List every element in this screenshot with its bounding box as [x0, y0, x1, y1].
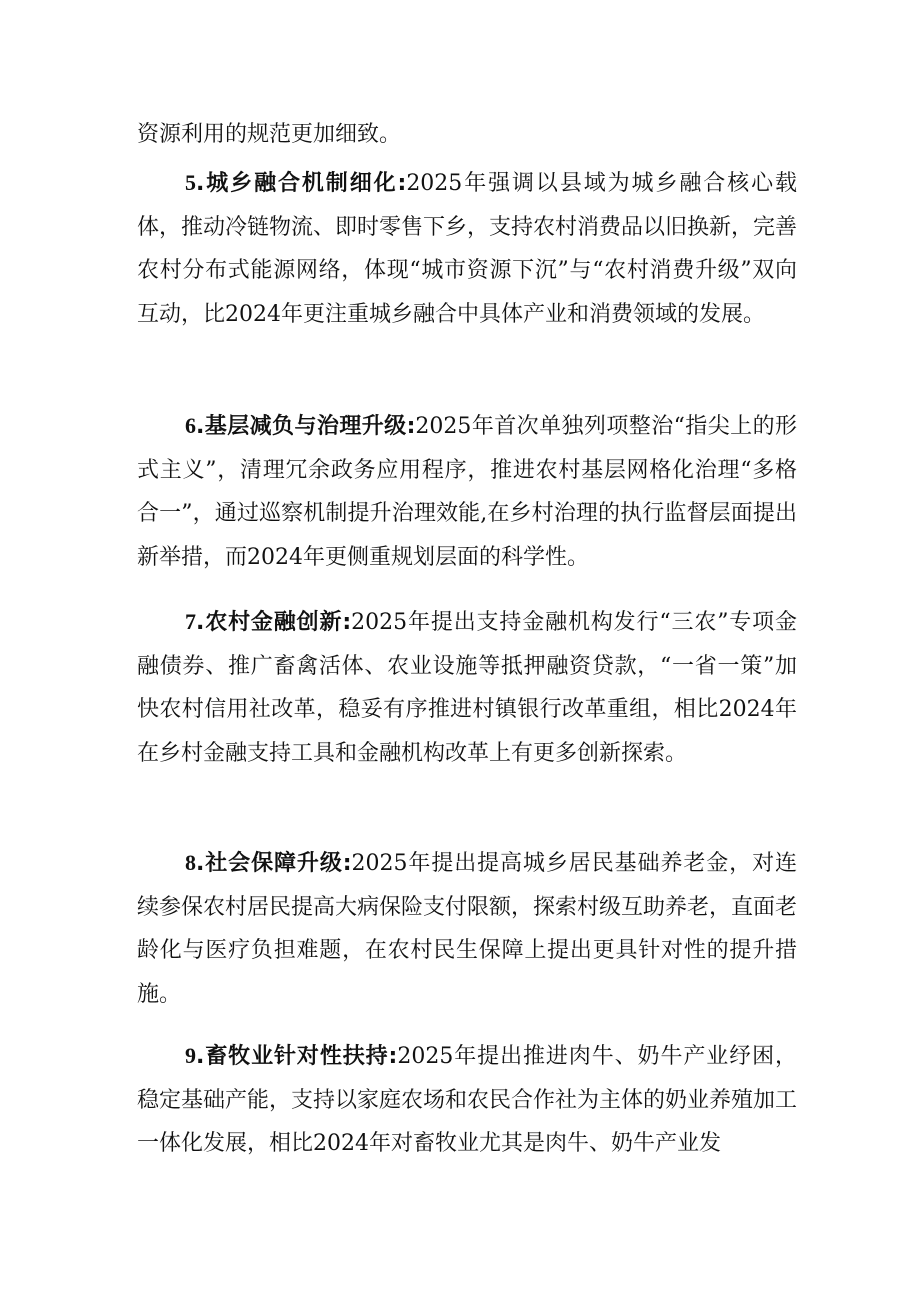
item-heading: .社会保障升级: — [196, 851, 352, 876]
item-number: 6 — [185, 413, 196, 438]
item-paragraph-9 — [137, 1034, 797, 1166]
item-number: 9 — [185, 1043, 196, 1068]
item-body: 2025年强调以县域为城乡融合核心载体，推动冷链物流、即时零售下乡，支持农村消费品以旧换新，完善农村分布式能源网络，体现“城市资源下沉”与“农村消费升级”双向互动，比2024年更注重城乡融合中具体产业和消费领域的发展。 — [137, 171, 798, 327]
item-body: 2025年提出支持金融机构发行“三农”专项金融债券、推广畜禽活体、农业设施等抵押融资贷款，“一省一策”加快农村信用社改革，稳妥有序推进村镇银行改革重组，相比2024年在乡村金融支持工具和金融机构改革上有更多创新探索。 — [137, 610, 798, 766]
item-paragraph-6 — [137, 404, 797, 579]
item-number: 7 — [185, 609, 196, 634]
item-heading: .农村金融创新: — [196, 610, 352, 635]
item-paragraph-5 — [137, 161, 797, 336]
item-number: 8 — [185, 850, 196, 875]
item-heading: .畜牧业针对性扶持: — [196, 1044, 398, 1069]
continuation-text: 资源利用的规范更加细致。 — [137, 122, 402, 147]
continuation-paragraph — [137, 113, 797, 157]
item-heading: .城乡融合机制细化: — [196, 171, 407, 196]
item-number: 5 — [185, 170, 196, 195]
item-body: 2025年提出提高城乡居民基础养老金，对连续参保农村居民提高大病保险支付限额，探索村级互助养老，直面老龄化与医疗负担难题，在农村民生保障上提出更具针对性的提升措施。 — [137, 851, 798, 1007]
item-heading: .基层减负与治理升级: — [196, 414, 416, 439]
item-paragraph-7 — [137, 600, 797, 775]
item-paragraph-8 — [137, 841, 797, 1016]
item-body: 2025年提出推进肉牛、奶牛产业纾困，稳定基础产能，支持以家庭农场和农民合作社为主体的奶业养殖加工一体化发展，相比2024年对畜牧业尤其是肉牛、奶牛产业发 — [137, 1044, 798, 1157]
item-body: 2025年首次单独列项整治“指尖上的形式主义”，清理冗余政务应用程序，推进农村基层网格化治理“多格合一”，通过巡察机制提升治理效能,在乡村治理的执行监督层面提出新举措，而2024年更侧重规划层面的科学性。 — [137, 414, 797, 570]
